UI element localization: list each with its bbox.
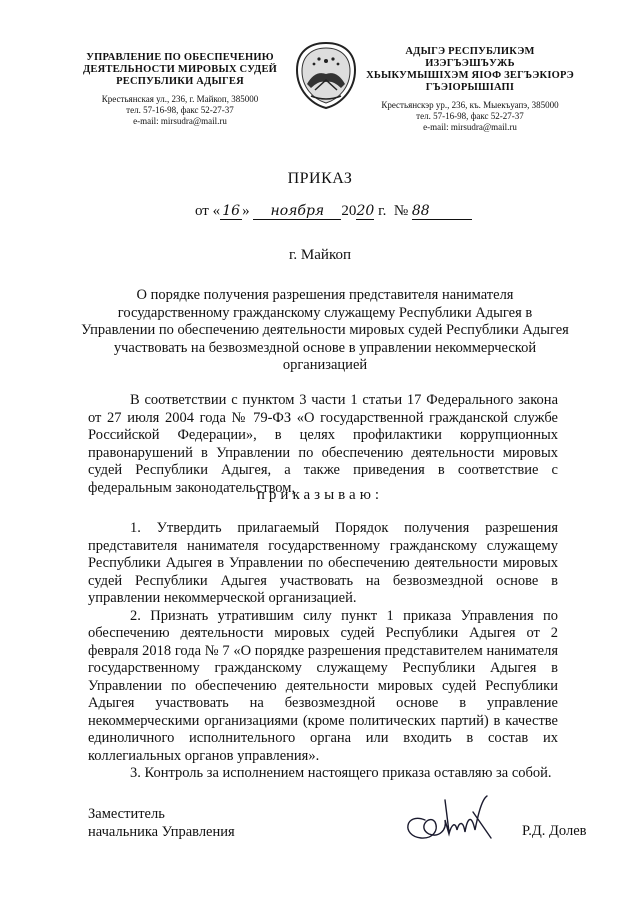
number-label: № xyxy=(393,203,409,219)
address-line: Крестьянскэр ур., 236, къ. Мыекъуапэ, 385000 xyxy=(381,100,559,110)
date-prefix: от « xyxy=(195,203,221,219)
org-line: УПРАВЛЕНИЕ ПО ОБЕСПЕЧЕНИЮ xyxy=(86,52,274,63)
org-name-ru xyxy=(70,52,290,88)
date-quote: » xyxy=(242,203,250,219)
phone-line: тел. 57-16-98, факс 52-27-37 xyxy=(126,105,234,115)
org-line: ГЪЭІОРЫШІАПІ xyxy=(425,82,515,93)
email-line: e-mail: mirsudra@mail.ru xyxy=(423,122,517,132)
header-left xyxy=(70,52,290,127)
position-line: начальника Управления xyxy=(88,824,235,840)
org-line: ХЬЫКУМЫШІХЭМ ЯІОФ ЗЕГЪЭКІОРЭ xyxy=(366,70,574,81)
date-month: ноября xyxy=(253,203,341,220)
year-suffix: 20 xyxy=(356,203,375,219)
date-day: 16 xyxy=(220,203,242,220)
header-right xyxy=(360,46,580,133)
order-number: 88 xyxy=(412,203,472,220)
date-line xyxy=(195,203,472,220)
signatory-position xyxy=(88,805,235,841)
document-title: ПРИКАЗ xyxy=(287,170,353,187)
year-prefix: 20 xyxy=(341,203,357,219)
position-line: Заместитель xyxy=(88,806,165,822)
order-item: 3. Контроль за исполнением настоящего приказа оставляю за собой. xyxy=(130,765,552,781)
address-ru xyxy=(70,94,290,127)
address-line: Крестьянская ул., 236, г. Майкоп, 385000 xyxy=(101,94,259,104)
order-items xyxy=(88,520,558,783)
preamble: В соответствии с пунктом 3 части 1 статьи 17 Федерального закона от 27 июля 2004 года № 79-ФЗ «О государственной гражданской службе Российской Федерации», в целях профилактики коррупционных правонарушений в Управлении по обеспечению деятельности мировых судей Республики Адыгея, а также приведения в соответствие с федеральным законодательством, xyxy=(88,392,558,496)
order-item: 2. Признать утратившим силу пункт 1 приказа Управления по обеспечению деятельности мировых судей Республики Адыгея от 2 февраля 2018 года № 7 «О порядке разрешения представителем нанимателя государственному гражданскому служащему Республики Адыгея в Управлении по обеспечению деятельности мировых судей Республики Адыгея участвовать на безвозмездной основе в управление некоммерческими организациями (кроме политических партий) в качестве единоличного исполнительного органа или входить в состав их коллегиальных органов управления». xyxy=(88,607,558,764)
handwritten-signature xyxy=(395,790,505,850)
phone-line: тел. 57-16-98, факс 52-27-37 xyxy=(416,111,524,121)
year-tail: г. xyxy=(378,203,387,219)
coat-of-arms-icon xyxy=(293,40,359,110)
address-ady xyxy=(360,100,580,133)
org-line: ДЕЯТЕЛЬНОСТИ МИРОВЫХ СУДЕЙ xyxy=(82,64,278,75)
city: г. Майкоп xyxy=(288,247,352,263)
email-line: e-mail: mirsudra@mail.ru xyxy=(133,116,227,126)
org-line: РЕСПУБЛИКИ АДЫГЕЯ xyxy=(116,76,244,87)
order-item: 1. Утвердить прилагаемый Порядок получения разрешения представителя нанимателя государственному гражданскому служащему Республики Адыгея в Управлении по обеспечению деятельности мировых судей Республики Адыгея участвовать на безвозмездной основе в управлении некоммерческой организацией. xyxy=(88,520,558,606)
order-word: приказываю: xyxy=(256,487,384,503)
org-line: АДЫГЭ РЕСПУБЛИКЭМ ИЗЭГЪЭШЪУЖЬ xyxy=(405,46,535,69)
subject: О порядке получения разрешения представителя нанимателя государственному гражданскому служащему Республики Адыгея в Управлении по обеспечению деятельности мировых судей Республики Адыгея участвовать на безвозмездной основе в управлении некоммерческой организацией xyxy=(81,287,569,373)
signatory-name: Р.Д. Долев xyxy=(522,823,587,839)
org-name-ady xyxy=(360,46,580,94)
